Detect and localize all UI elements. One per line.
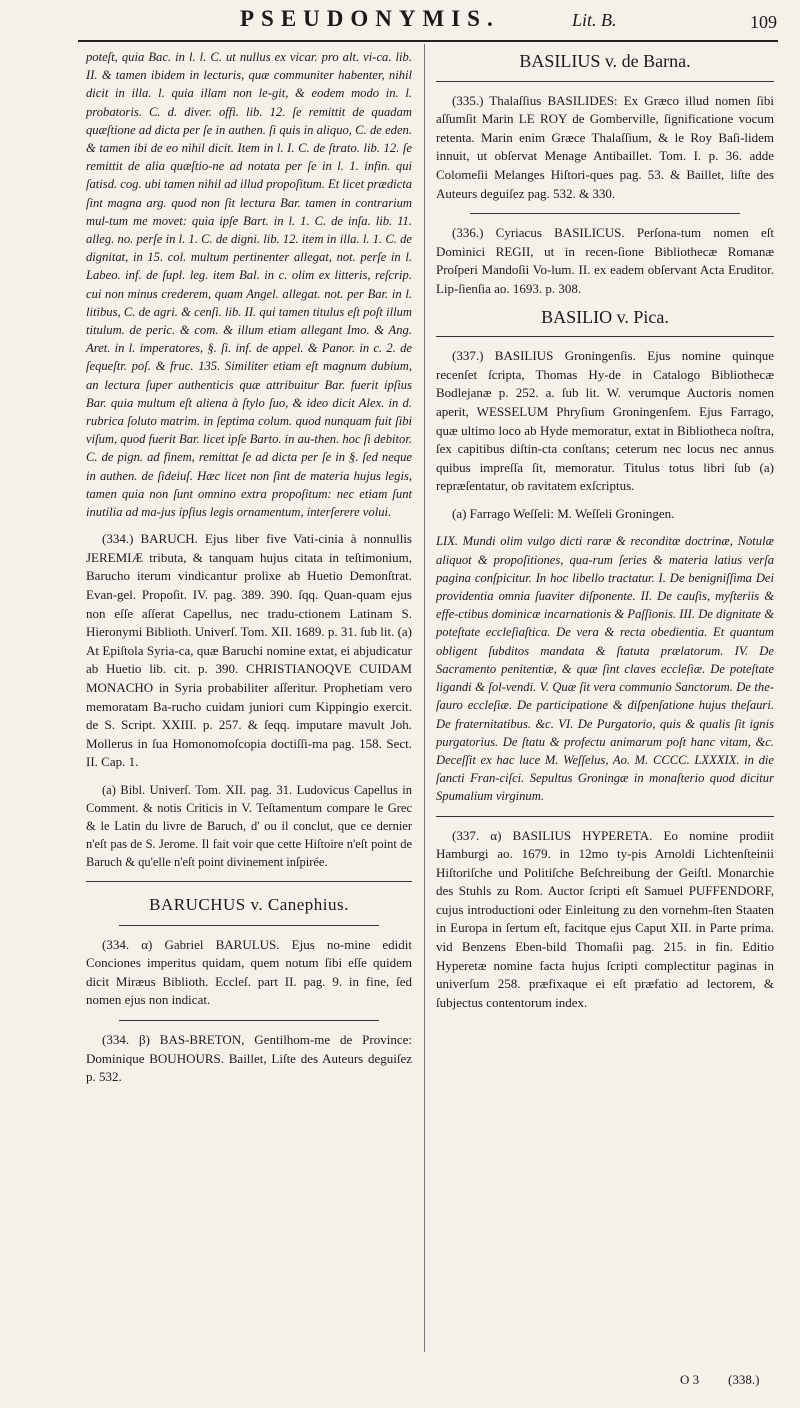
entry-337-basilius-groningensis: (337.) BASILIUS Groningenſis. Ejus nomine quinque recenſet ſcripta, Thomas Hy-de in Catalogo Bibliothecæ Bodlejanæ p. 252. a. ſub lit. W. verumque Auctoris nomen aperit, WESSELUM Phryſium Groningenſem. Ejus Farrago, quæ ultimo loco ab Hyde memoratur, extat in Bibliotheca noſtra, ſex capitibus diſtin-cta conſtans; ceterum nec locus nec annus quibus impreſſa ſit, memoratur. Titulus totus libri ſub (a) repræſentatur, ob ravitatem exſcriptus. (436, 348, 774, 494)
footnote-a-capellus: (a) Bibl. Univerſ. Tom. XII. pag. 31. Ludovicus Capellus in Comment. & notis Criticis in V. Teſtamentum compare le Grec & le Latin du livre de Baruch, d' ou il conclut, que ce dernier n'eſt pas de S. Jerome. Il fait voir que cette Hiſtoire n'eſt point de Baruch & qu'elle n'eſt point divinement inſpirée. (86, 783, 412, 869)
entry-337a-hypereta: (337. α) BASILIUS HYPERETA. Eo nomine prodiit Hamburgi ao. 1679. in 12mo ty-pis Arnoldi Lichtenſteinii Hiſtoriſche und Politiſche Beſchreibung der Geiſtl. Monarchie des Stuhls zu Rom. Auctor ſcripti eſt Samuel PUFFENDORF, cujus introductioni oder Einleitung zu den vornehm-ſten Staaten in Europa in ſertum eſt, facitque ejus Caput XII. in Parte prima. vid Benzens Eben-bild Thomaſii pag. 215. in fin. Editio Hyperetæ nomine facta hujus ſcripti complectitur paginas in univerſum 258. præfixaque ei eſt præfatio ad lectorem, & ſubjectus contentorum index. (436, 827, 774, 1010)
entry-336-basilicus: (336.) Cyriacus BASILICUS. Perſona-tum nomen eſt Dominici REGII, ut in recen-ſione Bibliothecæ Romanæ Proſperi Mandoſii Vo-lum. II. ex eadem obſervant Acta Eruditor. Lip-ſienſia ao. 1693. p. 308. (436, 225, 774, 296)
section-rule (86, 881, 412, 882)
footnote-a-farrago-title: (a) Farrago Weſſeli: M. Weſſeli Groningen. (452, 505, 675, 521)
section-rule (436, 81, 774, 82)
header-rule (78, 40, 778, 42)
section-rule (119, 925, 380, 926)
section-rule (119, 1020, 380, 1021)
entry-334b-bas-breton: (334. β) BAS-BRETON, Gentilhom-me de Province: Dominique BOUHOURS. Baillet, Liſte des Auteurs deguiſez p. 532. (86, 1031, 412, 1085)
cross-reference-baruchus: BARUCHUS v. Canephius. (149, 895, 349, 914)
section-rule (436, 816, 774, 817)
entry-334a-barulus: (334. α) Gabriel BARULUS. Ejus no-mine edidit Conciones imperitus quidam, quem notum ſibi eſſe quidem dicit Miræus Biblioth. Eccleſ. part II. pag. 9. in fine, ſed nomen ejus non indicat. (86, 936, 412, 1008)
cross-reference-basilio: BASILIO v. Pica. (541, 306, 669, 327)
section-rule (436, 336, 774, 337)
section-label: Lit. B. (572, 10, 617, 30)
right-column (436, 48, 774, 1021)
column-divider (424, 44, 425, 1352)
page-number: 109 (750, 12, 777, 32)
footnote-a-farrago-contents: LIX. Mundi olim vulgo dicti raræ & reconditæ doctrinæ, Notulæ aliquot & propoſitiones, qua-rum ſeries & materia latius verſa pagina conſpicitur. In hoc libello tractatur. I. De benigniſſima Dei providentia omnia ſuaviter diſponente. II. De cauſis, myſteriis & effe-ctibus dominicæ incarnationis & Paſſionis. III. De dignitate & poteſtate eccleſiaſtica. De vera & recta obedientia. Et quantum obligent ſubditos mandata & ſtatuta prælatorum. IV. De Sacramento penitentiæ, & quæ ſint claves eccleſiæ. De poteſtate ligandi & ſol-vendi. V. Quæ ſit vera communio Sanctorum. De the-ſauro eccleſiæ. De participatione & diſpenſatione hujus theſauri. De fraternitatibus. &c. VI. De Purgatorio, quis & qualis ſit ignis purgatorius. De ſtatu & profectu animarum poſt hanc vitam, &c. Deceſſit ex hac luce M. Weſſelus, Ao. M. CCCC. LXXXIX. in die ſancti Fran-ciſci. Sepultus Groningæ in monaſterio quod dicitur Spumalium virginum. (436, 534, 774, 804)
entry-334-baruch: (334.) BARUCH. Ejus liber five Vati-cinia à nonnullis JEREMIÆ tributa, & tanquam hujus citata in teſtimonium, Barucho iterum vindicantur prolixe ab Huetio Demonſtrat. Evan-gel. Propoſit. IV. pag. 389. 390. ſqq. Quan-quam ejus non eſſe aſſerat Capellus, nec tradu-ctionem Latinam S. Hieronymi Biblioth. Univerſ. Tom. XII. 1689. p. 31. ſub lit. (a) At Epiſtola Syria-ca, quæ Baruchi nomine extat, ei abjudicatur ab Huetio lib. cit. p. 390. CHRISTIANOQVE CUIDAM MONACHO in Syria probabiliter aſſeritur. Prophetiam vero memoratam Ba-rucho cuidam juniori cum Kippingio exercit. de S. Script. XXIII. p. 257. & ſeqq. imputare mavult Joh. Mollerus in ſua Homonomoſcopia doctiſſi-ma pag. 158. Sect. II. Cap. 1. (86, 531, 412, 770)
cross-reference-basilius: BASILIUS v. de Barna. (519, 51, 691, 71)
entry-335-basilides: (335.) Thalaſſius BASILIDES: Ex Græco illud nomen ſibi aſſumſit Marin LE ROY de Gomberville, ſignificatione vocum retenta. Marin enim Græce Thalaſſium, & le Roy Baſi-lidem innuit, ut obſervat Menage Antibaillet. Tom. I. p. 36. adde Colomeſii Melanges Hiſtori-ques pag. 53. & Baillet, liſte des Auteurs deguiſez pag. 532. & 330. (436, 92, 774, 201)
catchword: (338.) (728, 1372, 760, 1387)
signature-mark: O 3 (680, 1372, 700, 1387)
running-head (0, 4, 800, 40)
paragraph-continuation: poteſt, quia Bac. in l. l. C. ut nullus ex vicar. pro alt. vi-ca. lib. II. & tamen ibidem in lecturis, quæ communiter habenter, nihil dicit in illa. l. quia illam non le-git, & eodem modo in. l. probatoris. C. d. diver. offi. lib. 12. ſe remittit de quadam quæſtione ad dicta per ſe in authen. ſi quis in aliquo, C. de eden. & tamen ibi de eo nihil dicit. Item in l. I. C. de ſtrato. lib. 12. ſe remittit de alia quæſtio-ne ad notata per ſe in l. 1. infin. qui ſatisd. cog. ubi tamen nihil ad illud propoſitum. Et licet prædicta ſint magna arg. quod non ſit lectura Bar. tamen in contrarium mul-tum me movet: quia ipſe Bart. in l. 1. C. de inſa. lib. 11. alleg. no. perſe in l. 1. C. de digni. lib. 12. item in illa. l. 1. C. de dignitat, in 15. col. multum pertinenter allegat, not. perſe in l. Labeo. inf. de ſupl. leg. item Bal. in c. olim ex litteris, reſcrip. cui non minus crederem, quam Angel. allegat. not. per Bar. in l. litibus, C. de agri. & cenſi. lib. II. qui tamen titulus eſt poſt illum titulum. de peric. & com. & illum etiam allegant Imo. & Ang. Aret. in l. imperatores, §. ſi. inf. de appel. & Panor. in c. 2. de ſequeſtr. poſ. & fruc. 135. Similiter etiam eſt magnum dubium, an lectura ſuper authenticis quæ attribuitur Bar. fuerit ipſius Bar. quia multum eſt aliena à ſtylo ſuo, & ideo dicit Alex. in d. rubrica ſoluto matrim. in ſeptima colum. quod nunquam fuit ſibi viſum, quod fuerit Bar. licet ipſe Barto. in au-then. hoc ſi debitor. C. de pign. ad finem, remittat ſe ad dicta per ſe in §. ſed neque in authen. de ſideiuſ. Hæc licet non ſint de materia hujus legis, tamen quia non ſunt omnino extra propoſitum: nec etiam ſunt inutilia ad ma-jus ipſius legis ornamentum, interſerere volui. (86, 50, 412, 520)
running-title: PSEUDONYMIS. (240, 6, 500, 31)
left-column (86, 48, 412, 1096)
section-rule (470, 213, 740, 214)
